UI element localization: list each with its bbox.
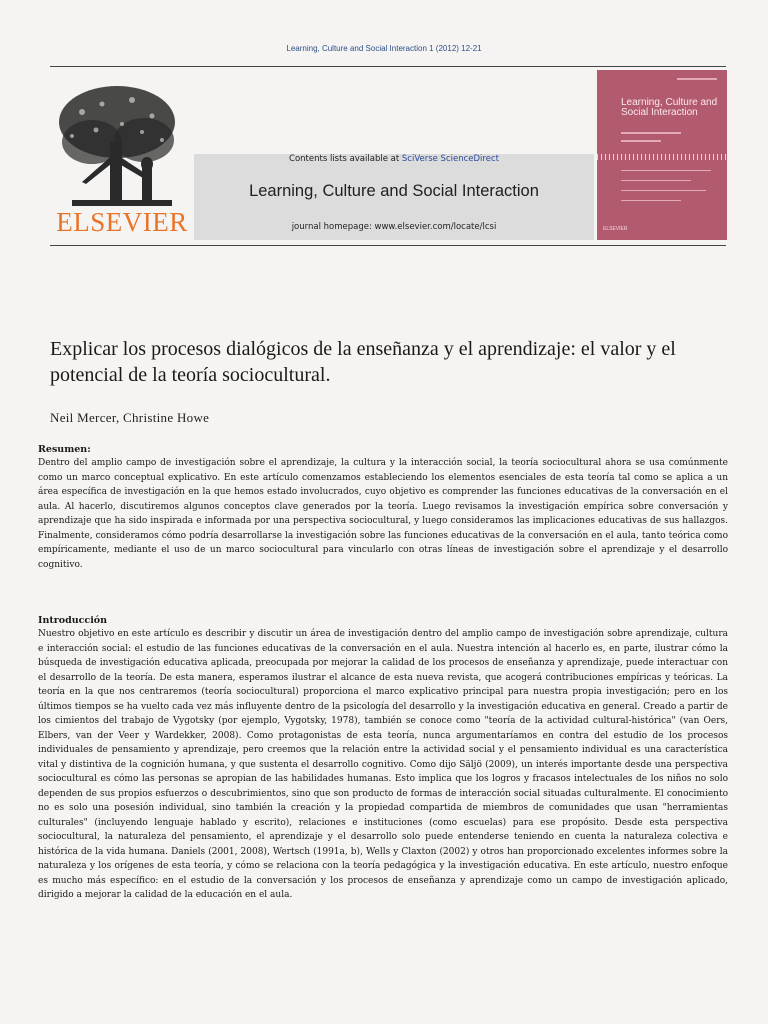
- cover-text-line: [621, 200, 681, 201]
- cover-text-line: [677, 78, 717, 80]
- contents-prefix: Contents lists available at: [289, 154, 402, 164]
- article-title: Explicar los procesos dialógicos de la enseñanza y el aprendizaje: el valor y el potencial de la teoría sociocultural.: [50, 338, 676, 386]
- journal-title: Learning, Culture and Social Interaction: [249, 182, 539, 200]
- cover-text-line: [621, 190, 706, 191]
- journal-homepage[interactable]: journal homepage: www.elsevier.com/locate/lcsi: [291, 222, 497, 232]
- sciencedirect-link[interactable]: SciVerse ScienceDirect: [401, 154, 499, 164]
- header-top-rule: [50, 66, 726, 67]
- intro-text: Nuestro objetivo en este artículo es describir y discutir un área de investigación dentro del amplio campo de investigación sobre aprendizaje, cultura e interacción social: el estudio de las funciones educativas de la conversación en el aula. Nuestra intención al hacerlo es, en parte, ilustrar cómo la búsqueda de investigación educativa aplicada, preocupada por mejorar la calidad de los procesos de enseñanza y aprendizaje, puede interactuar con el desarrollo de la teoría. De esta manera, esperamos ilustrar el alcance de esta nueva revista, que acogerá contribuciones empíricas y teóricas. La teoría en la que nos centraremos (teoría sociocultural) proporciona el marco explicativo principal para nuestra propia investigación; pero en los últimos tiempos se ha vuelto cada vez más influyente dentro de la psicología del desarrollo y la investigación educativa en general. Creado a partir de los cimientos del trabajo de Vygotsky (por ejemplo, Vygotsky, 1978), también se conoce como "teoría de la actividad cultural-histórica" (van Oers, Elbers, van der Veer y Wardekker, 2008). Como protagonistas de esta teoría, nunca argumentaríamos en contra del estudio de los procesos individuales de pensamiento y aprendizaje, pero creemos que la relación entre la actividad social y el pensamiento individual es una característica vital y distintiva de la cognición humana, y que sustenta el desarrollo cognitivo. Como dijo Säljö (2009), un interés importante desde una perspectiva sociocultural es cómo las personas se apropian de las habilidades humanas. Esto implica que los logros y fracasos intelectuales de los niños no solo dependen de sus propios esfuerzos o descubrimientos, sino que son producto de formas de interacción social situadas culturalmente. El conocimiento no es solo una posesión individual, sino también la creación y la propiedad compartida de miembros de comunidades que usan "herramientas culturales" (incluyendo lenguaje hablado y escrito), relaciones e instituciones (como escuelas) para ese propósito. Desde esta perspectiva sociocultural, la naturaleza del pensamiento, el aprendizaje y el desarrollo solo puede entenderse teniendo en cuenta la naturaleza colectiva e histórica de la vida humana. Daniels (2001, 2008), Wertsch (1991a, b), Wells y Claxton (2002) y otros han proporcionado excelentes informes sobre la naturaleza y los orígenes de esta teoría, y cómo se relaciona con la teoría pedagógica y la investigación educativa. En este artículo, nuestro enfoque es mucho más específico: en el estudio de la conversación y los procesos de enseñanza y aprendizaje como un campo de investigación aplicado, dirigido a mejorar la calidad de la educación en el aula.: [38, 629, 728, 900]
- cover-publisher-mark: ELSEVIER: [603, 226, 628, 232]
- cover-title: Learning, Culture and Social Interaction: [621, 97, 718, 118]
- journal-cover: [597, 70, 727, 240]
- intro-heading: Introducción: [38, 615, 108, 626]
- header-bottom-rule: [50, 245, 726, 246]
- abstract-text: Dentro del amplio campo de investigación sobre el aprendizaje, la cultura y la interacción social, la teoría sociocultural ahora se usa comúnmente como un marco conceptual explicativo. En este artículo comenzamos estableciendo los elementos esenciales de esta teoría tal como se aplica a un área específica de investigación en la que hemos estado involucrados, cuyo objetivo es comprender las funciones educativas de la conversación en el aula. Al hacerlo, discutiremos algunos conceptos clave generados por la teoría. Luego revisamos la investigación empírica sobre conversación y aprendizaje que ha sido inspirada e informada por una perspectiva sociocultural, y luego consideramos las implicaciones educativas de sus hallazgos. Finalmente, consideramos cómo podría desarrollarse la investigación sobre las funciones educativas de la conversación en el aula, tanto teórica como empíricamente, mediante el uso de un marco sociocultural para vincularlo con otras líneas de investigación sobre el aprendizaje y el desarrollo cognitivo.: [38, 458, 728, 570]
- journal-citation: Learning, Culture and Social Interaction 1 (2012) 12-21: [286, 44, 482, 53]
- cover-text-line: [621, 170, 711, 171]
- contents-line: [194, 154, 594, 164]
- cover-text-line: [621, 132, 681, 134]
- cover-stripe: [597, 154, 727, 160]
- abstract-heading: Resumen:: [38, 444, 91, 455]
- article-authors: Neil Mercer, Christine Howe: [50, 410, 210, 425]
- elsevier-wordmark: ELSEVIER: [56, 207, 188, 237]
- cover-text-line: [621, 140, 661, 142]
- cover-text-line: [621, 180, 691, 181]
- journal-banner: [194, 154, 594, 240]
